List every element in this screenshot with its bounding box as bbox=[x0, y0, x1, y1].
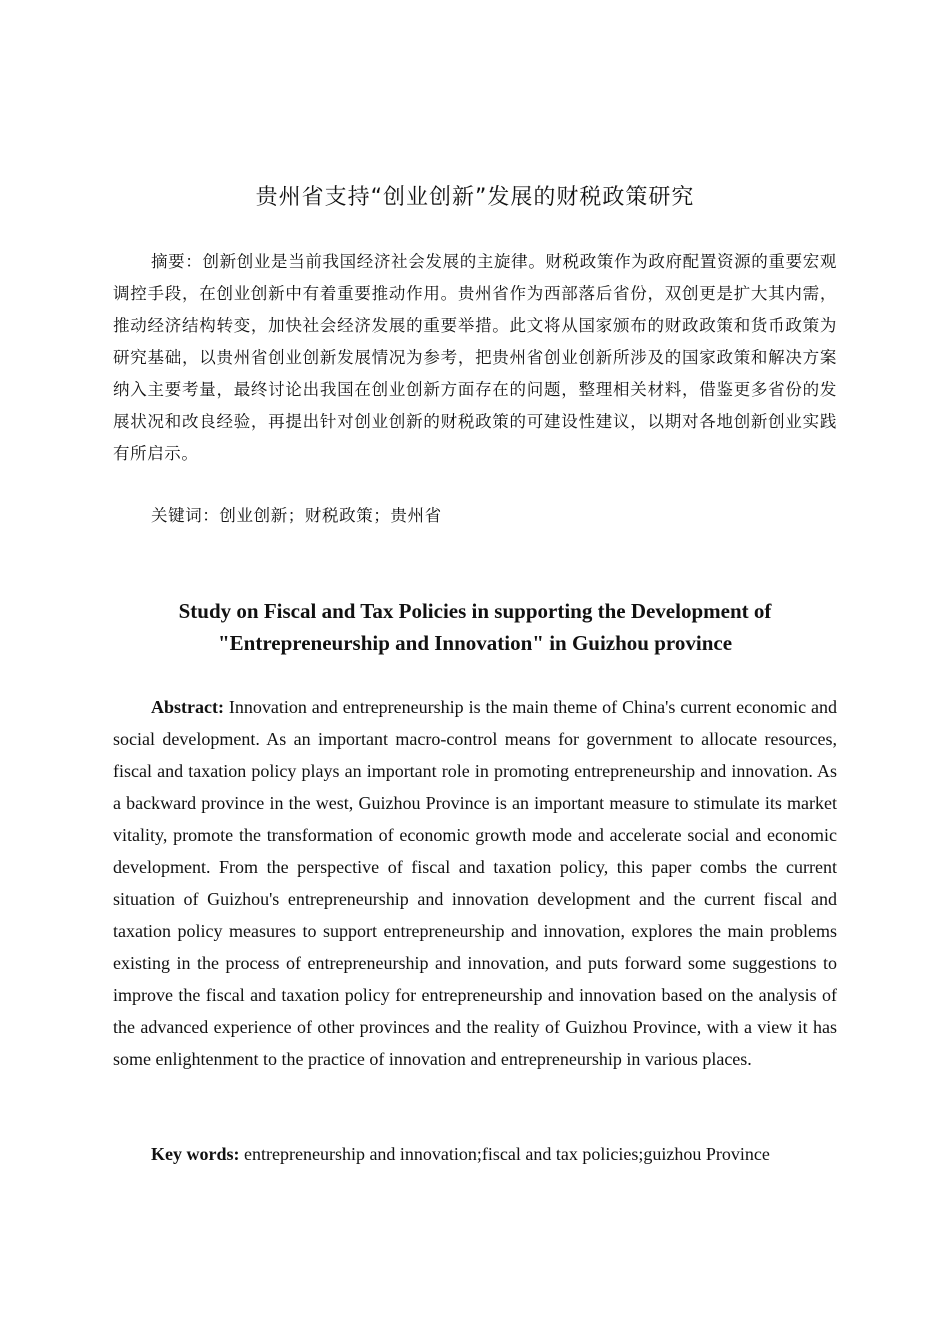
english-keywords-label: Key words: bbox=[151, 1144, 240, 1164]
english-abstract-text: Innovation and entrepreneurship is the main theme of China's current economic and social development. As an important macro-control means for government to allocate resources, fiscal and taxation policy plays an important role in promoting entrepreneurship and innovation. As a backward province in the west, Guizhou Province is an important measure to stimulate its market vitality, promote the transformation of economic growth mode and accelerate social and economic development. From the perspective of fiscal and taxation policy, this paper combs the current situation of Guizhou's entrepreneurship and innovation development and the current fiscal and taxation policy measures to support entrepreneurship and innovation, explores the main problems existing in the process of entrepreneurship and innovation, and puts forward some suggestions to improve the fiscal and taxation policy for entrepreneurship and innovation based on the analysis of the advanced experience of other provinces and the reality of Guizhou Province, with a view it has some enlightenment to the practice of innovation and entrepreneurship in various places. bbox=[113, 697, 838, 1069]
english-title-line1: Study on Fiscal and Tax Policies in supporting the Development of bbox=[178, 599, 772, 623]
chinese-abstract bbox=[113, 246, 837, 470]
english-keywords-text: entrepreneurship and innovation;fiscal and tax policies;guizhou Province bbox=[244, 1144, 770, 1164]
chinese-keywords-text: 创业创新；财税政策；贵州省 bbox=[219, 506, 442, 525]
english-abstract bbox=[113, 691, 837, 1075]
english-abstract-label: Abstract: bbox=[151, 697, 224, 717]
english-title bbox=[113, 595, 837, 659]
english-title-line2: "Entrepreneurship and Innovation" in Guizhou province bbox=[217, 631, 733, 655]
chinese-title: 贵州省支持“创业创新”发展的财税政策研究 bbox=[255, 185, 695, 210]
english-keywords bbox=[113, 1138, 837, 1170]
chinese-abstract-text: 创新创业是当前我国经济社会发展的主旋律。财税政策作为政府配置资源的重要宏观调控手段，在创业创新中有着重要推动作用。贵州省作为西部落后省份，双创更是扩大其内需，推动经济结构转变，加快社会经济发展的重要举措。此文将从国家颁布的财政政策和货币政策为研究基础，以贵州省创业创新发展情况为参考，把贵州省创业创新所涉及的国家政策和解决方案纳入主要考量，最终讨论出我国在创业创新方面存在的问题，整理相关材料，借鉴更多省份的发展状况和改良经验，再提出针对创业创新的财税政策的可建设性建议，以期对各地创新创业实践有所启示。 bbox=[113, 252, 837, 463]
chinese-abstract-label: 摘要： bbox=[151, 252, 203, 271]
chinese-keywords bbox=[113, 500, 837, 532]
chinese-keywords-label: 关键词： bbox=[151, 506, 220, 525]
